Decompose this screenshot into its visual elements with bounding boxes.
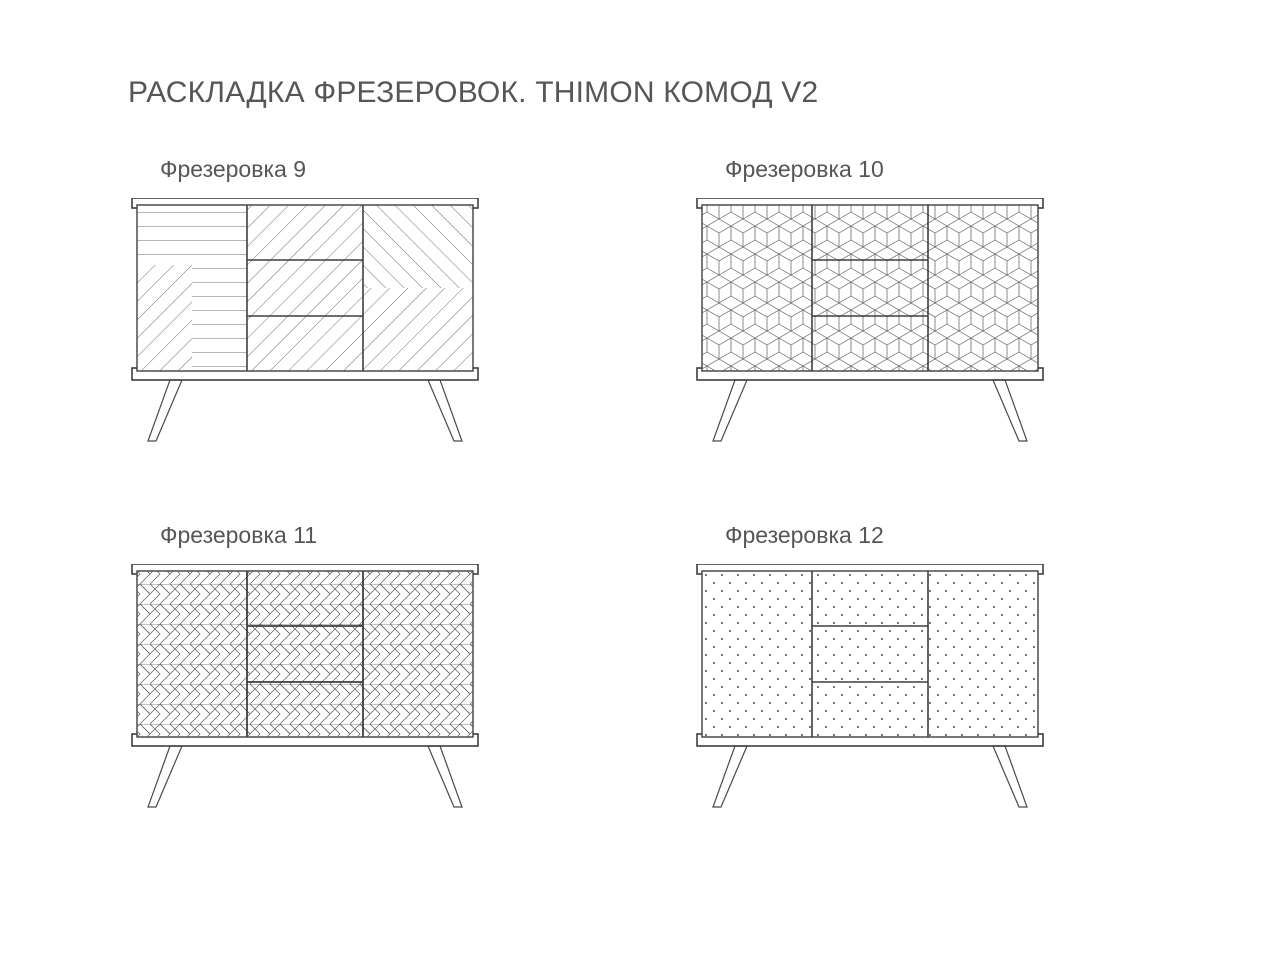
- legs: [713, 380, 1027, 441]
- diagram-label: Фрезеровка 12: [725, 522, 884, 548]
- panel-left-pattern-bottom: [137, 265, 247, 371]
- sideboard-svg: [130, 198, 550, 448]
- panel-center-pattern: [247, 571, 363, 737]
- panel-left-pattern-top: [137, 205, 247, 265]
- panel-left-pattern: [702, 205, 812, 371]
- panel-center-pattern: [812, 571, 928, 737]
- diagram-label: Фрезеровка 9: [160, 156, 306, 182]
- page-title: РАСКЛАДКА ФРЕЗЕРОВОК. THIMON КОМОД V2: [128, 76, 819, 109]
- legs: [148, 746, 462, 807]
- sideboard-drawing-11: [130, 564, 550, 814]
- diagram-label: Фрезеровка 11: [160, 522, 318, 548]
- panel-right-pattern: [928, 571, 1038, 737]
- panel-center-pattern: [247, 205, 363, 371]
- diagram-card-frezerovka-12: [695, 506, 1255, 876]
- sideboard-svg: [695, 198, 1115, 448]
- legs: [713, 746, 1027, 807]
- panel-right-pattern: [363, 205, 473, 371]
- diagram-card-frezerovka-11: [130, 506, 690, 876]
- panel-right-pattern: [363, 571, 473, 737]
- panel-right-pattern: [928, 205, 1038, 371]
- sideboard-svg: [695, 564, 1115, 814]
- sideboard-svg: [130, 564, 550, 814]
- diagram-label: Фрезеровка 10: [725, 156, 884, 182]
- panel-center-pattern: [812, 205, 928, 371]
- legs: [148, 380, 462, 441]
- panel-left-pattern: [137, 571, 247, 737]
- sideboard-drawing-12: [695, 564, 1115, 814]
- sideboard-drawing-9: [130, 198, 550, 448]
- diagram-card-frezerovka-9: [130, 140, 690, 510]
- diagram-card-frezerovka-10: [695, 140, 1255, 510]
- sideboard-drawing-10: [695, 198, 1115, 448]
- panel-left-pattern: [702, 571, 812, 737]
